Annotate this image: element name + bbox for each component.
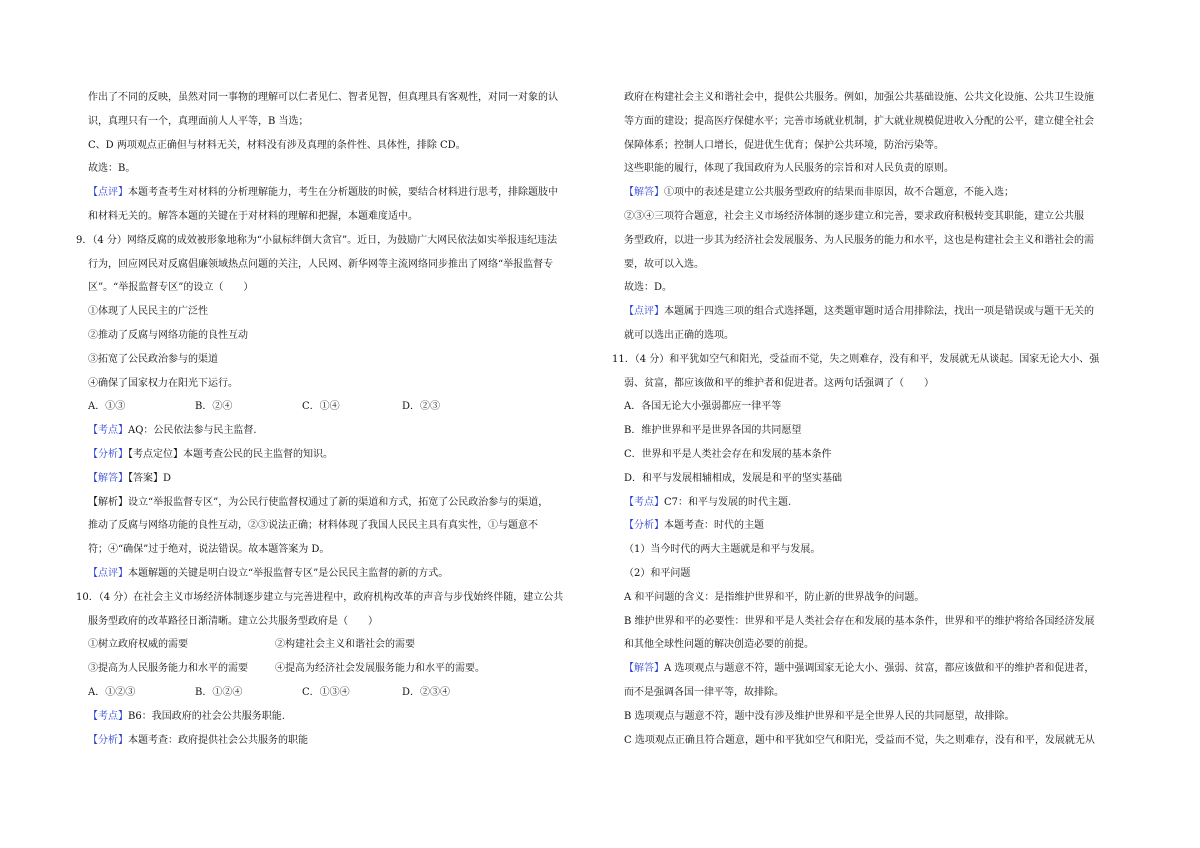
- line-text: ③拓宽了公民政治参与的渠道: [88, 353, 218, 365]
- text-line: [76, 187, 600, 198]
- line-text: 就可以选出正确的选项。: [624, 329, 734, 341]
- line-text: 等方面的建设；提高医疗保健水平；完善市场就业机制，扩大就业规模促进收入分配的公平，建立健全社会: [624, 115, 1094, 127]
- text-line: [76, 687, 600, 698]
- text-line: [76, 282, 600, 293]
- text-line: [624, 473, 1128, 484]
- text-line: [624, 140, 1128, 151]
- line-text: 符；④“确保”过于绝对，说法错误。故本题答案为 D。: [88, 544, 330, 556]
- line-text: C．世界和平是人类社会存在和发展的基本条件: [624, 448, 832, 460]
- text-line: [624, 163, 1128, 174]
- answer-option: A．①②③: [88, 686, 136, 698]
- left-column: [76, 92, 600, 758]
- line-text: 和其他全球性问题的解决创造必要的前提。: [624, 639, 814, 651]
- line-text: 故选：B。: [88, 163, 136, 175]
- line-text: 本题解题的关键是明白设立“举报监督专区”是公民民主监督的新的方式。: [128, 567, 449, 579]
- line-text: 要，故可以入选。: [624, 258, 704, 270]
- line-text: 本题考查考生对材料的分析理解能力，考生在分析题肢的时候，要结合材料进行思考，排除题肢中: [128, 187, 558, 199]
- text-line: [624, 711, 1128, 722]
- text-line: [76, 616, 600, 627]
- line-text: 【答案】D: [128, 472, 172, 484]
- line-text: B6：我国政府的社会公共服务职能.: [128, 710, 285, 722]
- line-text: 9．（4 分）网络反腐的成效被形象地称为“小鼠标绊倒大贪官”。近日，为鼓励广大网民依法如实举报违纪违法: [76, 234, 558, 246]
- line-text: 服务型政府的改革路径日渐清晰。建立公共服务型政府是（ ）: [88, 615, 378, 627]
- section-tag: 【分析】: [88, 734, 128, 746]
- line-text: 11．（4 分）和平犹如空气和阳光，受益而不觉，失之则难存，没有和平，发展就无从谈起。国家无论大小、强: [612, 353, 1100, 365]
- line-text: 本题考查：政府提供社会公共服务的职能: [128, 734, 308, 746]
- text-line: [624, 663, 1128, 674]
- section-tag: 【解答】: [88, 472, 128, 484]
- text-line: [624, 568, 1128, 579]
- answer-option: C．①③④: [302, 686, 350, 698]
- line-text: （1）当今时代的两大主题就是和平与发展。: [624, 544, 821, 556]
- answer-option: D．②③④: [402, 686, 451, 698]
- text-line: [76, 92, 600, 103]
- line-text: 故选：D。: [624, 282, 673, 294]
- text-line: [624, 639, 1128, 650]
- line-text: A 选项观点与题意不符，题中强调国家无论大小、强弱、贫富，都应该做和平的维护者和促进者，: [664, 663, 1095, 675]
- text-line: [624, 497, 1128, 508]
- text-line: [76, 520, 600, 531]
- answer-option: B．②④: [195, 401, 233, 413]
- line-text: ②③④三项符合题意，社会主义市场经济体制的逐步建立和完善，要求政府积极转变其职能，建立公共服: [624, 210, 1084, 222]
- text-line: [624, 116, 1128, 127]
- text-line: [624, 306, 1128, 317]
- text-line: [624, 282, 1128, 293]
- right-column: [612, 92, 1128, 758]
- text-line: [76, 378, 600, 389]
- answer-option: ④提高为经济社会发展服务能力和水平的需要。: [275, 663, 485, 675]
- line-text: B 维护世界和平的必要性：世界和平是人类社会存在和发展的基本条件，世界和平的维护将给各国经济发展: [624, 615, 1095, 627]
- answer-option: ①树立政府权威的需要: [88, 639, 188, 651]
- text-line: [76, 473, 600, 484]
- section-tag: 【考点】: [88, 710, 128, 722]
- text-line: [624, 187, 1128, 198]
- line-text: 本题属于四选三项的组合式选择题，这类题审题时适合用排除法，找出一项是错误或与题干无关的: [664, 306, 1094, 318]
- text-line: [624, 449, 1128, 460]
- line-text: B 选项观点与题意不符，题中没有涉及维护世界和平是全世界人民的共同愿望，故排除。: [624, 710, 1015, 722]
- line-text: C7：和平与发展的时代主题.: [664, 496, 792, 508]
- line-text: C、D 两项观点正确但与材料无关，材料没有涉及真理的条件性、具体性，排除 CD。: [88, 139, 466, 151]
- text-line: [76, 401, 600, 412]
- text-line: [624, 401, 1128, 412]
- text-line: [624, 259, 1128, 270]
- section-tag: 【点评】: [88, 567, 128, 579]
- line-text: 10．（4 分）在社会主义市场经济体制逐步建立与完善进程中，政府机构改革的声音与步伐始终伴随，建立公共: [76, 591, 564, 603]
- line-text: 本题考查：时代的主题: [664, 520, 764, 532]
- text-line: [612, 354, 1128, 365]
- text-line: [76, 163, 600, 174]
- text-line: [76, 116, 600, 127]
- text-line: [76, 449, 600, 460]
- line-text: 务型政府，以进一步其为经济社会发展服务、为人民服务的能力和水平，这也是构建社会主义和谐社会的需: [624, 234, 1094, 246]
- text-line: [76, 259, 600, 270]
- line-text: B．维护世界和平是世界各国的共同愿望: [624, 425, 802, 437]
- text-line: [624, 616, 1128, 627]
- line-text: （2）和平问题: [624, 567, 691, 579]
- line-text: A 和平问题的含义：是指维护世界和平，防止新的世界战争的问题。: [624, 591, 925, 603]
- section-tag: 【解答】: [624, 187, 664, 199]
- section-tag: 【解答】: [624, 663, 664, 675]
- line-text: ①体现了人民民主的广泛性: [88, 306, 208, 318]
- line-text: 区”。“举报监督专区”的设立（ ）: [88, 282, 254, 294]
- line-text: 识，真理只有一个，真理面前人人平等，B 当选；: [88, 115, 309, 127]
- line-text: 推动了反腐与网络功能的良性互动，②③说法正确；材料体现了我国人民民主具有真实性，①与题意不: [88, 520, 538, 532]
- text-line: [624, 92, 1128, 103]
- answer-option: B．①②④: [195, 686, 243, 698]
- text-line: [76, 354, 600, 365]
- answer-option: D．②③: [402, 401, 441, 413]
- line-text: 保障体系；控制人口增长，促进优生优育；保护公共环境，防治污染等。: [624, 139, 944, 151]
- line-text: ④确保了国家权力在阳光下运行。: [88, 377, 238, 389]
- answer-option: ③提高为人民服务能力和水平的需要: [88, 663, 248, 675]
- text-line: [76, 592, 600, 603]
- text-line: [624, 544, 1128, 555]
- line-text: 政府在构建社会主义和谐社会中，提供公共服务。例如，加强公共基础设施、公共文化设施、公共卫生设施: [624, 92, 1094, 103]
- text-line: [76, 140, 600, 151]
- line-text: A．各国无论大小强弱都应一律平等: [624, 401, 782, 413]
- line-text: AQ：公民依法参与民主监督.: [128, 425, 257, 437]
- text-line: [624, 330, 1128, 341]
- line-text: 这些职能的履行，体现了我国政府为人民服务的宗旨和对人民负责的原则。: [624, 163, 954, 175]
- text-line: [76, 330, 600, 341]
- text-line: [76, 568, 600, 579]
- section-tag: 【考点】: [88, 425, 128, 437]
- text-line: [624, 520, 1128, 531]
- section-tag: 【分析】: [624, 520, 664, 532]
- line-text: 和材料无关的。解答本题的关键在于对材料的理解和把握，本题难度适中。: [88, 210, 418, 222]
- text-line: [76, 235, 600, 246]
- section-tag: 【分析】: [88, 448, 128, 460]
- text-line: [624, 211, 1128, 222]
- text-line: [76, 425, 600, 436]
- line-text: 作出了不同的反映，虽然对同一事物的理解可以仁者见仁、智者见智，但真理具有客观性，对同一对象的认: [88, 92, 558, 103]
- line-text: 弱、贫富，都应该做和平的维护者和促进者。这两句话强调了（ ）: [624, 377, 934, 389]
- answer-option: C．①④: [302, 401, 340, 413]
- text-line: [76, 735, 600, 746]
- text-line: [624, 378, 1128, 389]
- text-line: [76, 711, 600, 722]
- answer-option: ②构建社会主义和谐社会的需要: [275, 639, 415, 651]
- text-line: [76, 639, 600, 650]
- line-text: 行为，回应网民对反腐倡廉领域热点问题的关注，人民网、新华网等主流网络同步推出了网络“举报监督专: [88, 258, 554, 270]
- line-text: ①项中的表述是建立公共服务型政府的结果而非原因，故不合题意，不能入选；: [664, 187, 1014, 199]
- line-text: 【考点定位】本题考查公民的民主监督的知识。: [128, 448, 333, 460]
- text-line: [624, 735, 1128, 746]
- line-text: 【解析】设立“举报监督专区”，为公民行使监督权通过了新的渠道和方式，拓宽了公民政治参与的渠道，: [88, 496, 549, 508]
- line-text: C 选项观点正确且符合题意，题中和平犹如空气和阳光，受益而不觉，失之则难存，没有和平，发展就无从: [624, 734, 1095, 746]
- text-line: [76, 663, 600, 674]
- text-line: [76, 211, 600, 222]
- line-text: 而不是强调各国一律平等，故排除。: [624, 686, 784, 698]
- section-tag: 【考点】: [624, 496, 664, 508]
- line-text: ②推动了反腐与网络功能的良性互动: [88, 329, 248, 341]
- answer-option: A．①③: [88, 401, 126, 413]
- text-line: [624, 687, 1128, 698]
- text-line: [76, 306, 600, 317]
- section-tag: 【点评】: [88, 187, 128, 199]
- text-line: [76, 497, 600, 508]
- text-line: [624, 235, 1128, 246]
- line-text: D．和平与发展相辅相成，发展是和平的坚实基础: [624, 472, 843, 484]
- text-line: [624, 425, 1128, 436]
- section-tag: 【点评】: [624, 306, 664, 318]
- text-line: [76, 544, 600, 555]
- text-line: [624, 592, 1128, 603]
